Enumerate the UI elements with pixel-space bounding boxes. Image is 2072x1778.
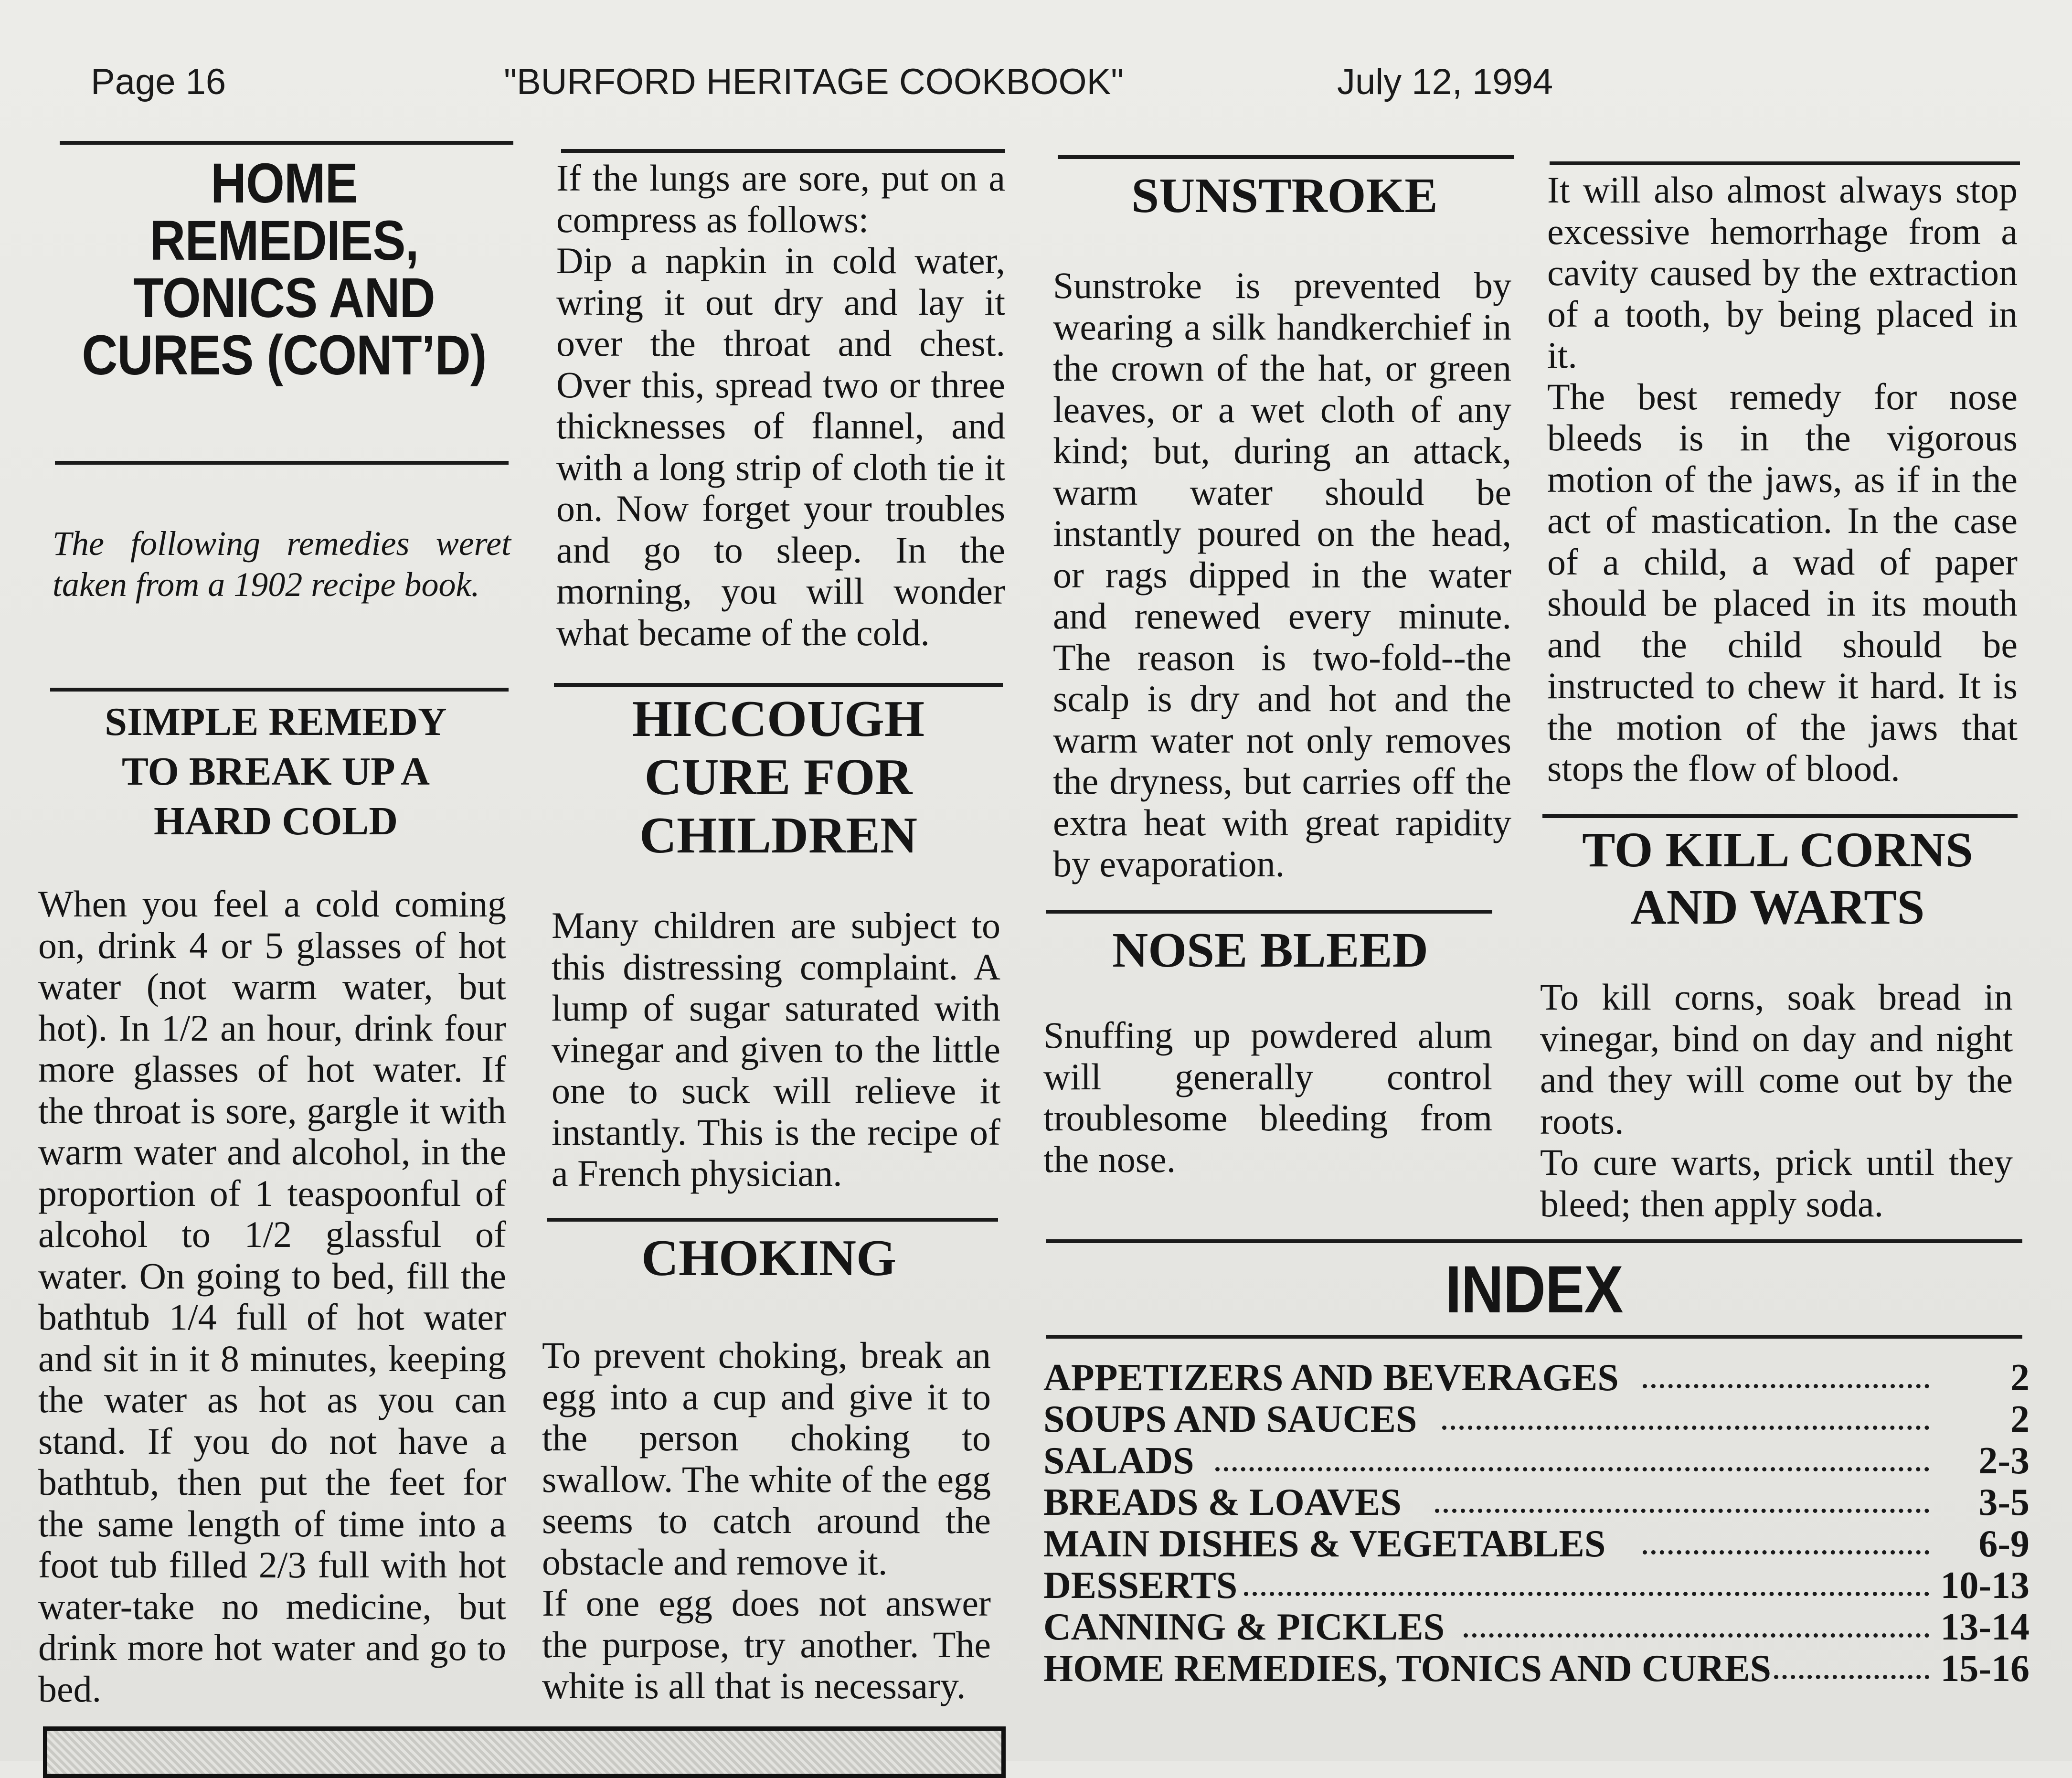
index-label: CANNING & PICKLES xyxy=(1043,1606,1445,1648)
index-page: 15-16 xyxy=(1940,1648,2029,1690)
sunstroke-title: SUNSTROKE xyxy=(1131,168,1438,223)
index-label: SALADS xyxy=(1043,1440,1194,1482)
column-rule xyxy=(50,688,509,692)
column-rule xyxy=(1058,155,1514,159)
index-page: 2 xyxy=(2010,1398,2029,1440)
index-row xyxy=(1043,1481,2029,1524)
next-article-box xyxy=(43,1726,1006,1778)
choking-body: To prevent choking, break an egg into a cup and give it to the person choking to swallow. The white of the egg seems to catch around the obstacle and remove it. xyxy=(542,1334,991,1583)
index-label: SOUPS AND SAUCES xyxy=(1043,1398,1417,1440)
index-label: APPETIZERS AND BEVERAGES xyxy=(1043,1357,1619,1399)
index-page: 10-13 xyxy=(1940,1565,2029,1607)
index-page: 2 xyxy=(2010,1357,2029,1399)
index-list xyxy=(1043,1356,2029,1691)
section-title-line: HICCOUGH xyxy=(632,691,925,747)
column-rule xyxy=(1046,910,1492,914)
index-leader xyxy=(1774,1675,1929,1679)
index-row xyxy=(1043,1356,2029,1399)
sunstroke-body: Sunstroke is prevented by wearing a silk handkerchief in the crown of the hat, or green leaves, or a wet cloth of any kind; but, during an attack, warm water should be instantly poured on the head, or rags dipped in the water and renewed every minute. The reason is two-fold--the scalp is dry and hot and the warm water not only removes the dryness, but carries off the extra heat with great rapidity by evaporation. xyxy=(1053,265,1511,884)
corns-body: To kill corns, soak bread in vinegar, bind on day and night and they will come out by the roots. xyxy=(1540,976,2013,1142)
index-leader xyxy=(1442,1426,1929,1430)
column-rule xyxy=(1542,814,2018,818)
index-row xyxy=(1043,1606,2029,1649)
index-page: 13-14 xyxy=(1940,1606,2029,1648)
lungs-body: Dip a napkin in cold water, wring it out dry and lay it over the throat and chest. Over this, spread two or three thicknesses of flannel, and with a long strip of cloth tie it on. Now forget your troubles and go to sleep. In the morning, you will wonder what became of the cold. xyxy=(556,240,1005,653)
corns-title xyxy=(1540,821,2015,936)
page-number: Page 16 xyxy=(91,62,226,102)
column-rule xyxy=(1550,161,2020,165)
choking-section xyxy=(542,1335,991,1707)
index-label: MAIN DISHES & VEGETABLES xyxy=(1043,1523,1606,1565)
index-page: 6-9 xyxy=(1978,1523,2029,1565)
section-title-line: CURE FOR xyxy=(644,749,913,806)
index-row xyxy=(1043,1564,2029,1607)
index-leader xyxy=(1643,1384,1929,1388)
index-row xyxy=(1043,1439,2029,1482)
index-label: BREADS & LOAVES xyxy=(1043,1481,1402,1523)
column-rule xyxy=(561,149,1005,153)
index-row xyxy=(1043,1398,2029,1441)
corns-section xyxy=(1540,977,2013,1224)
simple-remedy-body: When you feel a cold coming on, drink 4 or 5 glasses of hot water (not warm water, but hot). In 1/2 an hour, drink four more glasses of hot water. If the throat is sore, gargle it with warm water and alcohol, in the proportion of 1 teaspoonful of alcohol to 1/2 glassful of water. On going to bed, fill the bathtub 1/4 full of hot water and sit in it 8 minutes, keeping the water as hot as you can stand. If you do not have a bathtub, then put the feet for the same length of time into a foot tub filled 2/3 full with hot water-take no medicine, but drink more hot water and go to bed. xyxy=(38,883,506,1710)
column-rule xyxy=(547,1218,998,1222)
nose-bleed-body: Snuffing up powdered alum will generally control troublesome bleeding from the nose. xyxy=(1043,1014,1492,1180)
choking-body-2: If one egg does not answer the purpose, try another. The white is all that is necessary. xyxy=(542,1582,991,1706)
section-title-line: TO BREAK UP A xyxy=(122,749,430,794)
intro-note: The following remedies weret taken from a 1902 recipe book. xyxy=(53,524,511,604)
column-rule xyxy=(55,461,509,465)
nose-bleed-title: NOSE BLEED xyxy=(1112,923,1428,978)
section-title-line: TO KILL CORNS xyxy=(1582,822,1973,877)
index-leader xyxy=(1464,1633,1929,1638)
choking-title: CHOKING xyxy=(641,1230,897,1287)
column-rule xyxy=(554,683,1003,687)
main-heading-line: REMEDIES, xyxy=(149,209,419,272)
publication-date: July 12, 1994 xyxy=(1337,62,1553,102)
main-heading-line: HOME xyxy=(211,152,358,215)
section-title-line: CHILDREN xyxy=(639,807,918,864)
section-title-line: SIMPLE REMEDY xyxy=(105,700,447,744)
col4-nosebleed-text: The best remedy for nose bleeds is in the vigorous motion of the jaws, as if in the act of mastication. In the case of a child, a wad of paper should be placed in its mouth and the child should be instructed to chew it hard. It is the motion of the jaws that stops the flow of blood. xyxy=(1547,375,2018,789)
main-heading xyxy=(48,153,521,386)
index-leader xyxy=(1643,1550,1929,1554)
lungs-section xyxy=(556,158,1005,653)
index-title-rule xyxy=(1046,1335,2022,1339)
index-leader xyxy=(1215,1467,1929,1471)
publication-title: "BURFORD HERITAGE COOKBOOK" xyxy=(504,62,1124,102)
index-row xyxy=(1043,1647,2029,1690)
index-label: DESSERTS xyxy=(1043,1565,1238,1607)
index-leader xyxy=(1435,1509,1929,1513)
index-top-rule xyxy=(1046,1239,2022,1243)
index-leader xyxy=(1244,1592,1929,1596)
col4-section xyxy=(1547,170,2018,789)
index-label: HOME REMEDIES, TONICS AND CURES xyxy=(1043,1648,1772,1690)
section-title-line: AND WARTS xyxy=(1630,880,1925,935)
col4-tooth-text: It will also almost always stop excessive hemorrhage from a cavity caused by the extraction of a tooth, by being placed in it. xyxy=(1547,169,2018,376)
column-rule xyxy=(60,141,513,145)
index-title: INDEX xyxy=(1445,1252,1623,1327)
main-heading-line: TONICS AND xyxy=(133,266,435,330)
index-page: 3-5 xyxy=(1978,1481,2029,1523)
index-row xyxy=(1043,1522,2029,1565)
warts-body: To cure warts, prick until they bleed; then apply soda. xyxy=(1540,1141,2013,1224)
main-heading-line: CURES (CONT’D) xyxy=(82,324,487,387)
lungs-intro: If the lungs are sore, put on a compress as follows: xyxy=(556,157,1005,240)
hiccough-title xyxy=(554,690,1003,865)
simple-remedy-title xyxy=(45,697,506,846)
hiccough-body: Many children are subject to this distressing complaint. A lump of sugar saturated with vinegar and given to the little one to suck will relieve it instantly. This is the recipe of a French physician. xyxy=(552,905,1000,1194)
index-page: 2-3 xyxy=(1978,1440,2029,1482)
section-title-line: HARD COLD xyxy=(153,799,398,843)
